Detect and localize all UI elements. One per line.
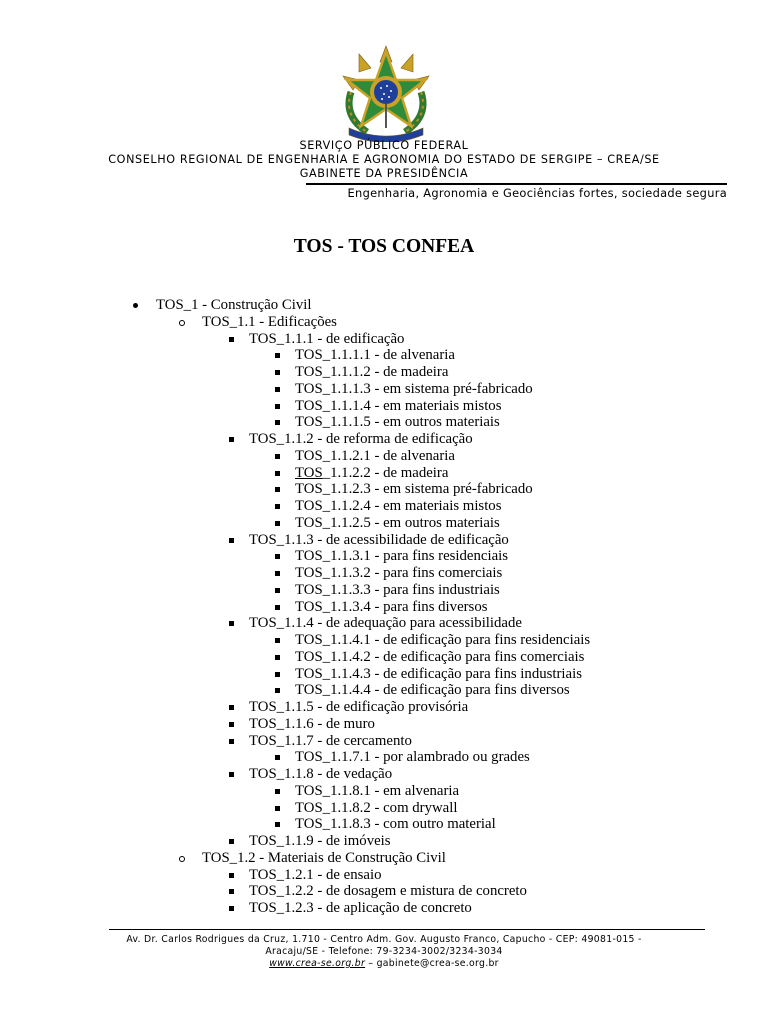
header-divider bbox=[306, 183, 727, 185]
list-item-level-4 bbox=[295, 364, 448, 381]
list-item-level-4 bbox=[295, 599, 487, 616]
square-bullet-icon bbox=[229, 705, 234, 710]
list-item-level-4 bbox=[295, 632, 590, 649]
list-item-text: TOS_1.1 - Edificações bbox=[202, 313, 337, 330]
list-item-level-4 bbox=[295, 498, 501, 515]
list-item-text: TOS_1.2.2 - de dosagem e mistura de concreto bbox=[249, 883, 527, 900]
square-bullet-icon bbox=[275, 806, 280, 811]
list-item-level-3 bbox=[249, 733, 412, 750]
header-office-line: GABINETE DA PRESIDÊNCIA bbox=[299, 167, 469, 180]
list-item-level-4 bbox=[295, 414, 500, 431]
list-item-level-4 bbox=[295, 749, 530, 766]
square-bullet-icon bbox=[275, 487, 280, 492]
list-item-text: TOS_1.1.2.5 - em outros materiais bbox=[295, 514, 500, 531]
square-bullet-icon bbox=[275, 404, 280, 409]
list-item-text: TOS_1.1.8.1 - em alvenaria bbox=[295, 782, 460, 799]
list-item-level-4 bbox=[295, 565, 502, 582]
list-item-text: TOS_1.1.7 - de cercamento bbox=[249, 732, 412, 749]
square-bullet-icon bbox=[275, 638, 280, 643]
square-bullet-icon bbox=[275, 822, 280, 827]
square-bullet-icon bbox=[275, 420, 280, 425]
list-item-level-3 bbox=[249, 883, 527, 900]
list-item-level-4 bbox=[295, 816, 496, 833]
list-item-level-4 bbox=[295, 347, 455, 364]
list-item-text: TOS_1.2.1 - de ensaio bbox=[249, 866, 382, 883]
list-item-text: TOS_1.1.6 - de muro bbox=[249, 715, 375, 732]
footer-address-line: Av. Dr. Carlos Rodrigues da Cruz, 1.710 - Centro Adm. Gov. Augusto Franco, Capucho - CEP: 49081-015 - bbox=[126, 934, 642, 945]
list-item-level-2 bbox=[202, 314, 337, 331]
list-item-level-4 bbox=[295, 682, 570, 699]
page-title: TOS - TOS CONFEA bbox=[293, 236, 475, 257]
list-item-level-4 bbox=[295, 649, 584, 666]
square-bullet-icon bbox=[275, 655, 280, 660]
list-item-level-4 bbox=[295, 666, 582, 683]
list-item-level-3 bbox=[249, 716, 375, 733]
list-item-text: TOS_1.1.1.1 - de alvenaria bbox=[295, 347, 455, 364]
list-item-level-3 bbox=[249, 431, 473, 448]
list-item-text: TOS_1.1.9 - de imóveis bbox=[249, 833, 391, 849]
list-item-text: TOS_1.1.2.1 - de alvenaria bbox=[295, 447, 455, 464]
square-bullet-icon bbox=[275, 454, 280, 459]
list-item-text: TOS_1.2.3 - de aplicação de concreto bbox=[249, 900, 472, 916]
list-item-text: TOS_1 - Construção Civil bbox=[156, 297, 312, 313]
list-item-level-4 bbox=[295, 800, 457, 817]
footer-links bbox=[0, 958, 768, 970]
list-item-text: TOS_1.1.1 - de edificação bbox=[249, 330, 405, 347]
list-item-level-3 bbox=[249, 833, 391, 850]
list-item-text: TOS_1.1.3.3 - para fins industriais bbox=[295, 581, 500, 598]
list-item-level-4 bbox=[295, 515, 500, 532]
square-bullet-icon bbox=[229, 906, 234, 911]
square-bullet-icon bbox=[275, 672, 280, 677]
square-bullet-icon bbox=[229, 621, 234, 626]
list-item-text: TOS_1.1.4 - de adequação para acessibilidade bbox=[249, 615, 522, 632]
list-item-text: TOS_1.1.1.4 - em materiais mistos bbox=[295, 397, 502, 414]
square-bullet-icon bbox=[275, 755, 280, 760]
square-bullet-icon bbox=[275, 370, 280, 375]
list-item-level-4 bbox=[295, 548, 508, 565]
list-item-text: TOS_1.1.1.2 - de madeira bbox=[295, 364, 449, 380]
square-bullet-icon bbox=[275, 471, 280, 476]
square-bullet-icon bbox=[229, 873, 234, 878]
list-item-level-3 bbox=[249, 900, 472, 917]
square-bullet-icon bbox=[275, 353, 280, 358]
list-item-level-4 bbox=[295, 481, 533, 498]
square-bullet-icon bbox=[229, 889, 234, 894]
list-item-text: TOS_1.1.1.5 - em outros materiais bbox=[295, 414, 500, 431]
list-item-level-2 bbox=[202, 850, 446, 867]
list-item-text: TOS_1.1.3 - de acessibilidade de edificação bbox=[249, 531, 509, 548]
square-bullet-icon bbox=[229, 839, 234, 844]
square-bullet-icon bbox=[275, 605, 280, 610]
email-link[interactable]: gabinete@crea-se.org.br bbox=[376, 958, 499, 969]
list-item-level-3 bbox=[249, 766, 392, 783]
list-item-level-1 bbox=[156, 297, 312, 314]
list-item-text: TOS_1.1.7.1 - por alambrado ou grades bbox=[295, 749, 530, 766]
list-item-level-3 bbox=[249, 615, 522, 632]
header-slogan: Engenharia, Agronomia e Geociências fortes, sociedade segura bbox=[347, 186, 727, 200]
square-bullet-icon bbox=[275, 387, 280, 392]
list-item-text: TOS_1.1.8 - de vedação bbox=[249, 766, 393, 782]
list-item-text: TOS_1.1.8.2 - com drywall bbox=[295, 799, 458, 816]
list-item-level-3 bbox=[249, 699, 468, 716]
list-item-text: TOS_1.1.2.4 - em materiais mistos bbox=[295, 498, 502, 514]
square-bullet-icon bbox=[275, 789, 280, 794]
list-item-level-3 bbox=[249, 867, 381, 884]
list-item-text: TOS_1.1.4.2 - de edificação para fins comerciais bbox=[295, 648, 585, 665]
list-item-level-3 bbox=[249, 532, 509, 549]
list-item-text: TOS_1.1.5 - de edificação provisória bbox=[249, 699, 469, 715]
website-link[interactable]: www.crea-se.org.br bbox=[269, 958, 366, 969]
square-bullet-icon bbox=[275, 521, 280, 526]
header-council-line: CONSELHO REGIONAL DE ENGENHARIA E AGRONOMIA DO ESTADO DE SERGIPE – CREA/SE bbox=[108, 153, 660, 166]
list-item-text: TOS_1.1.3.4 - para fins diversos bbox=[295, 598, 488, 615]
list-item-text: TOS_1.1.2 - de reforma de edificação bbox=[249, 431, 473, 447]
square-bullet-icon bbox=[275, 554, 280, 559]
square-bullet-icon bbox=[229, 437, 234, 442]
list-item-text: TOS_1.1.4.3 - de edificação para fins industriais bbox=[295, 665, 582, 682]
footer-separator: – bbox=[365, 958, 377, 969]
list-item-text: TOS_1.1.4.1 - de edificação para fins residenciais bbox=[295, 632, 591, 648]
coat-of-arms-emblem bbox=[329, 44, 443, 142]
circle-bullet-icon bbox=[179, 856, 185, 862]
list-item-text: TOS_1.1.3.1 - para fins residenciais bbox=[295, 548, 509, 565]
square-bullet-icon bbox=[275, 571, 280, 576]
footer-contact-line: Aracaju/SE - Telefone: 79-3234-3002/3234-3034 bbox=[265, 946, 503, 957]
square-bullet-icon bbox=[229, 337, 234, 342]
header-service-line: SERVIÇO PÚBLICO FEDERAL bbox=[299, 139, 469, 152]
list-item-level-4 bbox=[295, 582, 500, 599]
list-item-level-4 bbox=[295, 783, 459, 800]
list-item-text: TOS_1.1.1.3 - em sistema pré-fabricado bbox=[295, 380, 533, 397]
square-bullet-icon bbox=[229, 772, 234, 777]
list-item-text: TOS_1.1.2.2 - de madeira bbox=[295, 464, 449, 481]
list-item-level-4 bbox=[295, 465, 448, 482]
list-item-text: TOS_1.1.3.2 - para fins comerciais bbox=[295, 565, 503, 581]
square-bullet-icon bbox=[229, 538, 234, 543]
circle-bullet-icon bbox=[179, 320, 185, 326]
list-item-level-4 bbox=[295, 448, 455, 465]
list-item-level-4 bbox=[295, 381, 533, 398]
square-bullet-icon bbox=[275, 688, 280, 693]
list-item-text: TOS_1.1.2.3 - em sistema pré-fabricado bbox=[295, 481, 533, 498]
list-item-level-3 bbox=[249, 331, 404, 348]
list-item-text: TOS_1.1.8.3 - com outro material bbox=[295, 816, 496, 833]
list-item-level-4 bbox=[295, 398, 501, 415]
list-item-text: TOS_1.1.4.4 - de edificação para fins diversos bbox=[295, 682, 570, 699]
list-item-text: TOS_1.2 - Materiais de Construção Civil bbox=[202, 849, 446, 866]
disc-bullet-icon bbox=[133, 303, 138, 308]
square-bullet-icon bbox=[229, 739, 234, 744]
square-bullet-icon bbox=[275, 588, 280, 593]
footer-divider bbox=[109, 929, 705, 930]
square-bullet-icon bbox=[275, 504, 280, 509]
square-bullet-icon bbox=[229, 722, 234, 727]
